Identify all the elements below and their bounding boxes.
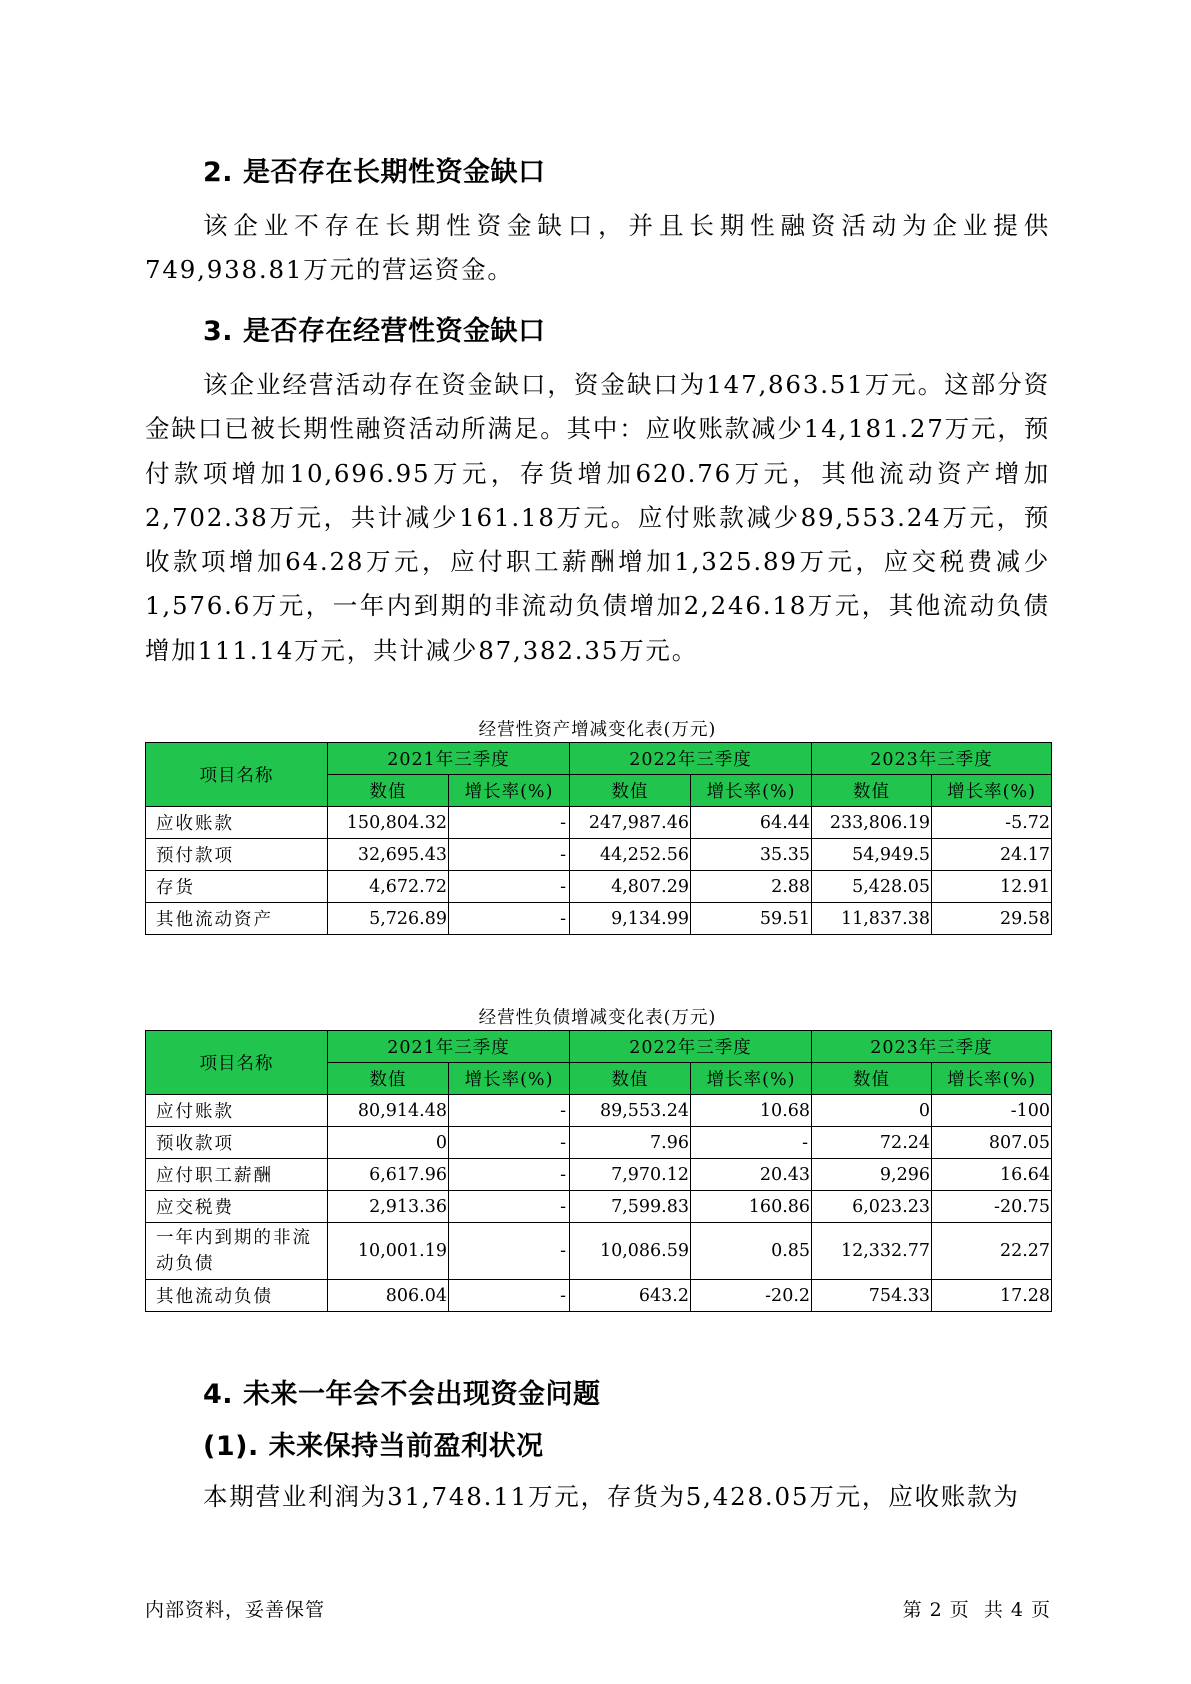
value-cell: 754.33 [812, 1280, 932, 1312]
growth-rate-cell: 35.35 [691, 839, 812, 871]
growth-rate-cell: 12.91 [932, 871, 1052, 903]
growth-rate-cell: - [691, 1127, 812, 1159]
value-cell: 7.96 [570, 1127, 691, 1159]
assets-change-table [145, 742, 1052, 935]
value-cell: 89,553.24 [570, 1095, 691, 1127]
table-row [146, 1095, 1052, 1127]
value-cell: 806.04 [328, 1280, 449, 1312]
growth-rate-cell: 10.68 [691, 1095, 812, 1127]
liabilities-table-body [146, 1031, 1052, 1312]
growth-rate-cell: 64.44 [691, 807, 812, 839]
liabilities-change-table [145, 1030, 1052, 1312]
growth-rate-cell: 2.88 [691, 871, 812, 903]
table-row [146, 1280, 1052, 1312]
period-header: 2021年三季度 [328, 1031, 570, 1063]
growth-rate-cell: -100 [932, 1095, 1052, 1127]
section-4-heading: 4. 未来一年会不会出现资金问题 [203, 1379, 601, 1410]
row-item-name: 应收账款 [146, 807, 328, 839]
value-cell: 9,296 [812, 1159, 932, 1191]
value-cell: 4,672.72 [328, 871, 449, 903]
growth-rate-cell: 17.28 [932, 1280, 1052, 1312]
value-cell: 643.2 [570, 1280, 691, 1312]
growth-rate-cell: -20.2 [691, 1280, 812, 1312]
value-header: 数值 [812, 775, 932, 807]
growth-rate-cell: - [449, 1095, 570, 1127]
value-cell: 54,949.5 [812, 839, 932, 871]
value-cell: 4,807.29 [570, 871, 691, 903]
value-cell: 32,695.43 [328, 839, 449, 871]
table-row [146, 839, 1052, 871]
period-header: 2023年三季度 [812, 743, 1052, 775]
value-cell: 10,001.19 [328, 1223, 449, 1280]
item-name-header: 项目名称 [146, 743, 328, 807]
value-cell: 9,134.99 [570, 903, 691, 935]
value-cell: 7,970.12 [570, 1159, 691, 1191]
row-item-name: 预付款项 [146, 839, 328, 871]
liabilities-table-caption: 经营性负债增减变化表(万元) [478, 1008, 717, 1028]
value-cell: 11,837.38 [812, 903, 932, 935]
value-cell: 150,804.32 [328, 807, 449, 839]
growth-header: 增长率(%) [449, 1063, 570, 1095]
growth-header: 增长率(%) [691, 775, 812, 807]
value-header: 数值 [570, 1063, 691, 1095]
value-cell: 0 [328, 1127, 449, 1159]
section-3-body: 该企业经营活动存在资金缺口，资金缺口为147,863.51万元。这部分资金缺口已被长期性融资活动所满足。其中：应收账款减少14,181.27万元，预付款项增加10,696.95万元，存货增加620.76万元，其他流动资产增加2,702.38万元，共计减少161.18万元。应付账款减少89,553.24万元，预收款项增加64.28万元，应付职工薪酬增加1,325.89万元，应交税费减少1,576.6万元，一年内到期的非流动负债增加2,246.18万元，其他流动负债增加111.14万元，共计减少87,382.35万元。 [145, 370, 1050, 665]
growth-rate-cell: - [449, 1280, 570, 1312]
row-item-name: 预收款项 [146, 1127, 328, 1159]
row-item-name: 应付职工薪酬 [146, 1159, 328, 1191]
value-cell: 2,913.36 [328, 1191, 449, 1223]
growth-rate-cell: 807.05 [932, 1127, 1052, 1159]
growth-rate-cell: - [449, 807, 570, 839]
growth-rate-cell: - [449, 871, 570, 903]
value-cell: 7,599.83 [570, 1191, 691, 1223]
period-header: 2022年三季度 [570, 1031, 812, 1063]
growth-header: 增长率(%) [449, 775, 570, 807]
value-cell: 0 [812, 1095, 932, 1127]
value-header: 数值 [812, 1063, 932, 1095]
period-header: 2023年三季度 [812, 1031, 1052, 1063]
section-2-heading: 2. 是否存在长期性资金缺口 [203, 157, 546, 188]
item-name-header: 项目名称 [146, 1031, 328, 1095]
growth-header: 增长率(%) [932, 775, 1052, 807]
growth-rate-cell: -20.75 [932, 1191, 1052, 1223]
growth-rate-cell: 0.85 [691, 1223, 812, 1280]
growth-rate-cell: 29.58 [932, 903, 1052, 935]
row-item-name: 一年内到期的非流动负债 [146, 1223, 328, 1280]
value-cell: 12,332.77 [812, 1223, 932, 1280]
assets-table-caption: 经营性资产增减变化表(万元) [478, 720, 717, 740]
row-item-name: 其他流动资产 [146, 903, 328, 935]
row-item-name: 其他流动负债 [146, 1280, 328, 1312]
growth-rate-cell: - [449, 903, 570, 935]
footer-page-number: 第 2 页 共 4 页 [902, 1599, 1051, 1621]
growth-rate-cell: 160.86 [691, 1191, 812, 1223]
table-row [146, 871, 1052, 903]
value-header: 数值 [570, 775, 691, 807]
growth-rate-cell: - [449, 1191, 570, 1223]
assets-table-body [146, 743, 1052, 935]
growth-rate-cell: 22.27 [932, 1223, 1052, 1280]
table-row [146, 1191, 1052, 1223]
period-header: 2022年三季度 [570, 743, 812, 775]
value-cell: 72.24 [812, 1127, 932, 1159]
growth-header: 增长率(%) [932, 1063, 1052, 1095]
growth-header: 增长率(%) [691, 1063, 812, 1095]
table-row [146, 1127, 1052, 1159]
growth-rate-cell: - [449, 1127, 570, 1159]
table-row [146, 903, 1052, 935]
value-cell: 6,023.23 [812, 1191, 932, 1223]
row-item-name: 应交税费 [146, 1191, 328, 1223]
value-cell: 5,428.05 [812, 871, 932, 903]
value-cell: 10,086.59 [570, 1223, 691, 1280]
value-cell: 5,726.89 [328, 903, 449, 935]
growth-rate-cell: 59.51 [691, 903, 812, 935]
growth-rate-cell: 20.43 [691, 1159, 812, 1191]
growth-rate-cell: 24.17 [932, 839, 1052, 871]
section-3-heading: 3. 是否存在经营性资金缺口 [203, 316, 546, 347]
table-row [146, 1223, 1052, 1280]
value-header: 数值 [328, 1063, 449, 1095]
growth-rate-cell: -5.72 [932, 807, 1052, 839]
row-item-name: 存货 [146, 871, 328, 903]
section-4-body: 本期营业利润为31,748.11万元，存货为5,428.05万元，应收账款为 [203, 1482, 1020, 1511]
table-header-row [146, 743, 1052, 775]
value-cell: 233,806.19 [812, 807, 932, 839]
section-4-subheading: (1). 未来保持当前盈利状况 [203, 1431, 544, 1462]
row-item-name: 应付账款 [146, 1095, 328, 1127]
value-header: 数值 [328, 775, 449, 807]
table-row [146, 1159, 1052, 1191]
value-cell: 247,987.46 [570, 807, 691, 839]
period-header: 2021年三季度 [328, 743, 570, 775]
growth-rate-cell: - [449, 1159, 570, 1191]
value-cell: 6,617.96 [328, 1159, 449, 1191]
growth-rate-cell: - [449, 1223, 570, 1280]
value-cell: 80,914.48 [328, 1095, 449, 1127]
growth-rate-cell: 16.64 [932, 1159, 1052, 1191]
table-row [146, 807, 1052, 839]
growth-rate-cell: - [449, 839, 570, 871]
section-2-body: 该企业不存在长期性资金缺口，并且长期性融资活动为企业提供749,938.81万元的营运资金。 [145, 211, 1050, 285]
value-cell: 44,252.56 [570, 839, 691, 871]
footer-left-note: 内部资料，妥善保管 [145, 1599, 326, 1621]
table-header-row [146, 1031, 1052, 1063]
